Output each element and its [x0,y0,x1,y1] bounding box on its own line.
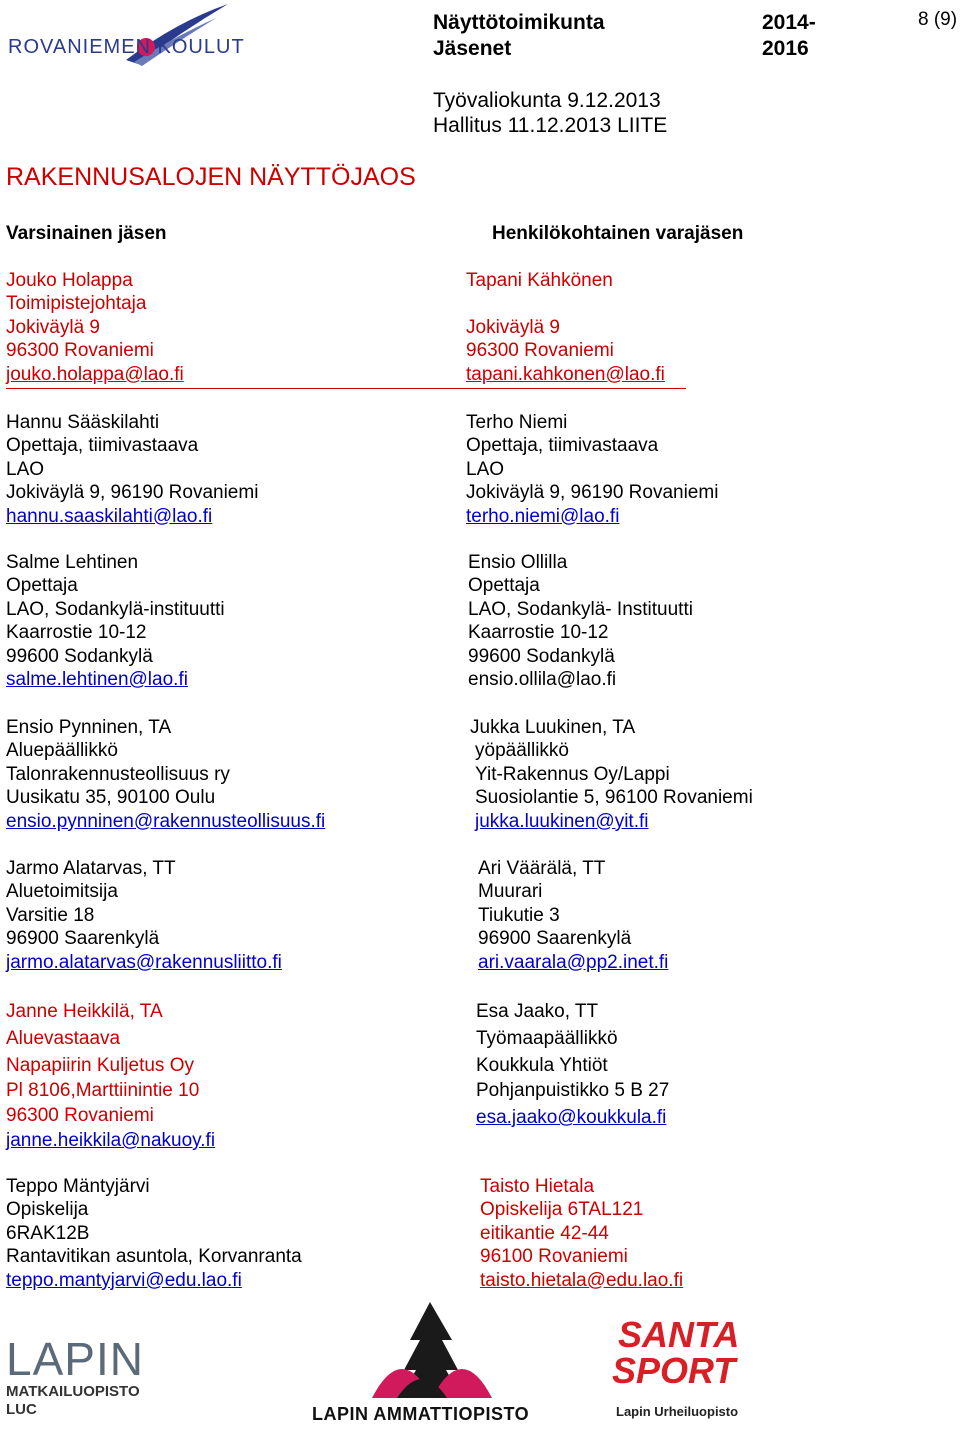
deputy-city: 99600 Sodankylä [468,645,615,667]
member-email[interactable]: jouko.holappa@lao.fi [6,363,184,385]
member-title: Aluevastaava [6,1028,121,1049]
approval-line-1: Työvaliokunta 9.12.2013 [433,89,661,112]
santa-sport-logo [612,1316,762,1426]
deputy-title: Opiskelija 6TAL121 [480,1199,644,1221]
deputy-email[interactable]: ari.vaarala@pp2.inet.fi [478,951,669,973]
page-number: 8 (9) [918,9,958,30]
period-end: 2016 [762,37,809,60]
deputy-email[interactable]: jukka.luukinen@yit.fi [475,810,649,832]
deputy-block [466,411,718,528]
member-name: Teppo Mäntyjärvi [6,1176,150,1197]
member-email[interactable]: hannu.saaskilahti@lao.fi [6,505,213,527]
member-name: Salme Lehtinen [6,552,139,573]
member-title: Aluepäällikkö [6,740,118,762]
deputy-block [470,716,753,833]
deputy-name: Ari Väärälä, TT [478,858,606,879]
deputy-address: Kaarrostie 10-12 [468,622,609,644]
member-email[interactable]: ensio.pynninen@rakennusteollisuus.fi [6,810,326,832]
deputy-title [466,292,665,315]
ammattiopisto-flame-icon [312,1300,552,1400]
member-organization: Napapiirin Kuljetus Oy [6,1055,194,1076]
lapin-ammattiopisto-logo [312,1300,552,1426]
member-organization: LAO, Sodankylä-instituutti [6,598,225,620]
deputy-address: Suosiolantie 5, 96100 Rovaniemi [475,787,753,809]
member-address: Uusikatu 35, 90100 Oulu [6,787,216,809]
ammattiopisto-text: LAPIN AMMATTIOPISTO [312,1404,530,1424]
member-block [6,1175,302,1292]
rovaniemen-koulut-logo [6,2,246,74]
deputy-address: Tiukutie 3 [478,904,560,926]
deputy-block [480,1175,683,1292]
member-email[interactable]: janne.heikkila@nakuoy.fi [6,1130,216,1151]
deputy-name: Tapani Kähkönen [466,270,613,291]
member-title: Toimipistejohtaja [6,293,147,315]
lapin-logo-subtitle: MATKAILUOPISTO [6,1383,140,1400]
deputy-address: Pohjanpuistikko 5 B 27 [476,1080,670,1101]
member-address: Varsitie 18 [6,904,95,926]
santa-sport-caption: Lapin Urheiluopisto [616,1404,739,1419]
deputy-block [468,551,693,691]
deputy-block [476,999,669,1132]
member-title: Opettaja [6,575,78,597]
member-name: Jarmo Alatarvas, TT [6,858,176,879]
deputy-email[interactable]: taisto.hietala@edu.lao.fi [480,1269,684,1291]
deputy-name: Jukka Luukinen, TA [470,717,636,738]
member-address: Jokiväylä 9 [6,316,100,338]
deputy-name: Terho Niemi [466,412,568,433]
deputy-email[interactable]: terho.niemi@lao.fi [466,505,620,527]
member-block [6,999,215,1152]
member-title: Opiskelija [6,1199,89,1221]
deputy-address: eitikantie 42-44 [480,1222,609,1244]
deputy-email[interactable]: ensio.ollila@lao.fi [468,669,617,691]
deputy-title: Opettaja [468,575,540,597]
member-block [6,551,225,691]
deputy-title: Työmaapäällikkö [476,1028,618,1049]
deputy-address: Jokiväylä 9 [466,316,560,338]
deputy-title: Opettaja, tiimivastaava [466,435,659,457]
lapin-matkailuopisto-logo [6,1335,146,1423]
member-city: 99600 Sodankylä [6,645,153,667]
column-header-deputy: Henkilökohtainen varajäsen [492,223,744,244]
member-organization: Talonrakennusteollisuus ry [6,763,230,785]
deputy-block [478,857,668,974]
member-city: 96300 Rovaniemi [6,340,154,362]
deputy-block [466,269,665,386]
member-address: Jokiväylä 9, 96190 Rovaniemi [6,482,259,504]
email-underline-divider [6,388,686,389]
member-address: Kaarrostie 10-12 [6,622,147,644]
member-name: Jouko Holappa [6,270,133,291]
deputy-title: Muurari [478,881,543,903]
committee-subtitle: Jäsenet [433,37,512,60]
column-header-member: Varsinainen jäsen [6,223,167,244]
member-name: Hannu Sääskilahti [6,412,160,433]
member-email[interactable]: salme.lehtinen@lao.fi [6,669,188,691]
lapin-logo-title: LAPIN [6,1333,144,1385]
member-address: Pl 8106,Marttiinintie 10 [6,1080,200,1101]
member-address: Rantavitikan asuntola, Korvanranta [6,1246,302,1268]
lapin-logo-luc: LUC [6,1401,37,1418]
deputy-organization: Yit-Rakennus Oy/Lappi [475,763,670,785]
member-block [6,716,325,833]
period-start: 2014- [762,11,816,34]
member-name: Ensio Pynninen, TA [6,717,172,738]
member-title: Aluetoimitsija [6,881,118,903]
deputy-organization: LAO, Sodankylä- Instituutti [468,598,693,620]
member-city: 96900 Saarenkylä [6,928,160,950]
santa-sport-word-1: SANTA [618,1314,740,1355]
member-email[interactable]: teppo.mantyjarvi@edu.lao.fi [6,1269,242,1291]
page-title: RAKENNUSALOJEN NÄYTTÖJAOS [6,163,416,191]
deputy-email[interactable]: tapani.kahkonen@lao.fi [466,363,665,385]
deputy-name: Ensio Ollilla [468,552,568,573]
deputy-name: Taisto Hietala [480,1176,595,1197]
approval-line-2: Hallitus 11.12.2013 LIITE [433,114,668,137]
deputy-organization: Koukkula Yhtiöt [476,1055,608,1076]
logo-text: ROVANIEMEN KOULUT [8,36,245,58]
member-block [6,411,258,528]
member-organization: LAO [6,458,45,480]
deputy-organization: LAO [466,458,505,480]
deputy-email[interactable]: esa.jaako@koukkula.fi [476,1107,667,1128]
deputy-address: Jokiväylä 9, 96190 Rovaniemi [466,482,719,504]
committee-title: Näyttötoimikunta [433,11,605,34]
deputy-city: 96300 Rovaniemi [466,340,614,362]
deputy-city: 96900 Saarenkylä [478,928,632,950]
member-block [6,857,282,974]
member-name: Janne Heikkilä, TA [6,1001,163,1022]
member-city: 96300 Rovaniemi [6,1105,154,1126]
member-group: 6RAK12B [6,1222,90,1244]
deputy-name: Esa Jaako, TT [476,1001,599,1022]
santa-sport-word-2: SPORT [612,1350,736,1391]
deputy-city: 96100 Rovaniemi [480,1246,628,1268]
member-block [6,269,184,386]
member-email[interactable]: jarmo.alatarvas@rakennusliitto.fi [6,951,282,973]
member-title: Opettaja, tiimivastaava [6,435,199,457]
deputy-title: yöpäällikkö [475,740,569,762]
